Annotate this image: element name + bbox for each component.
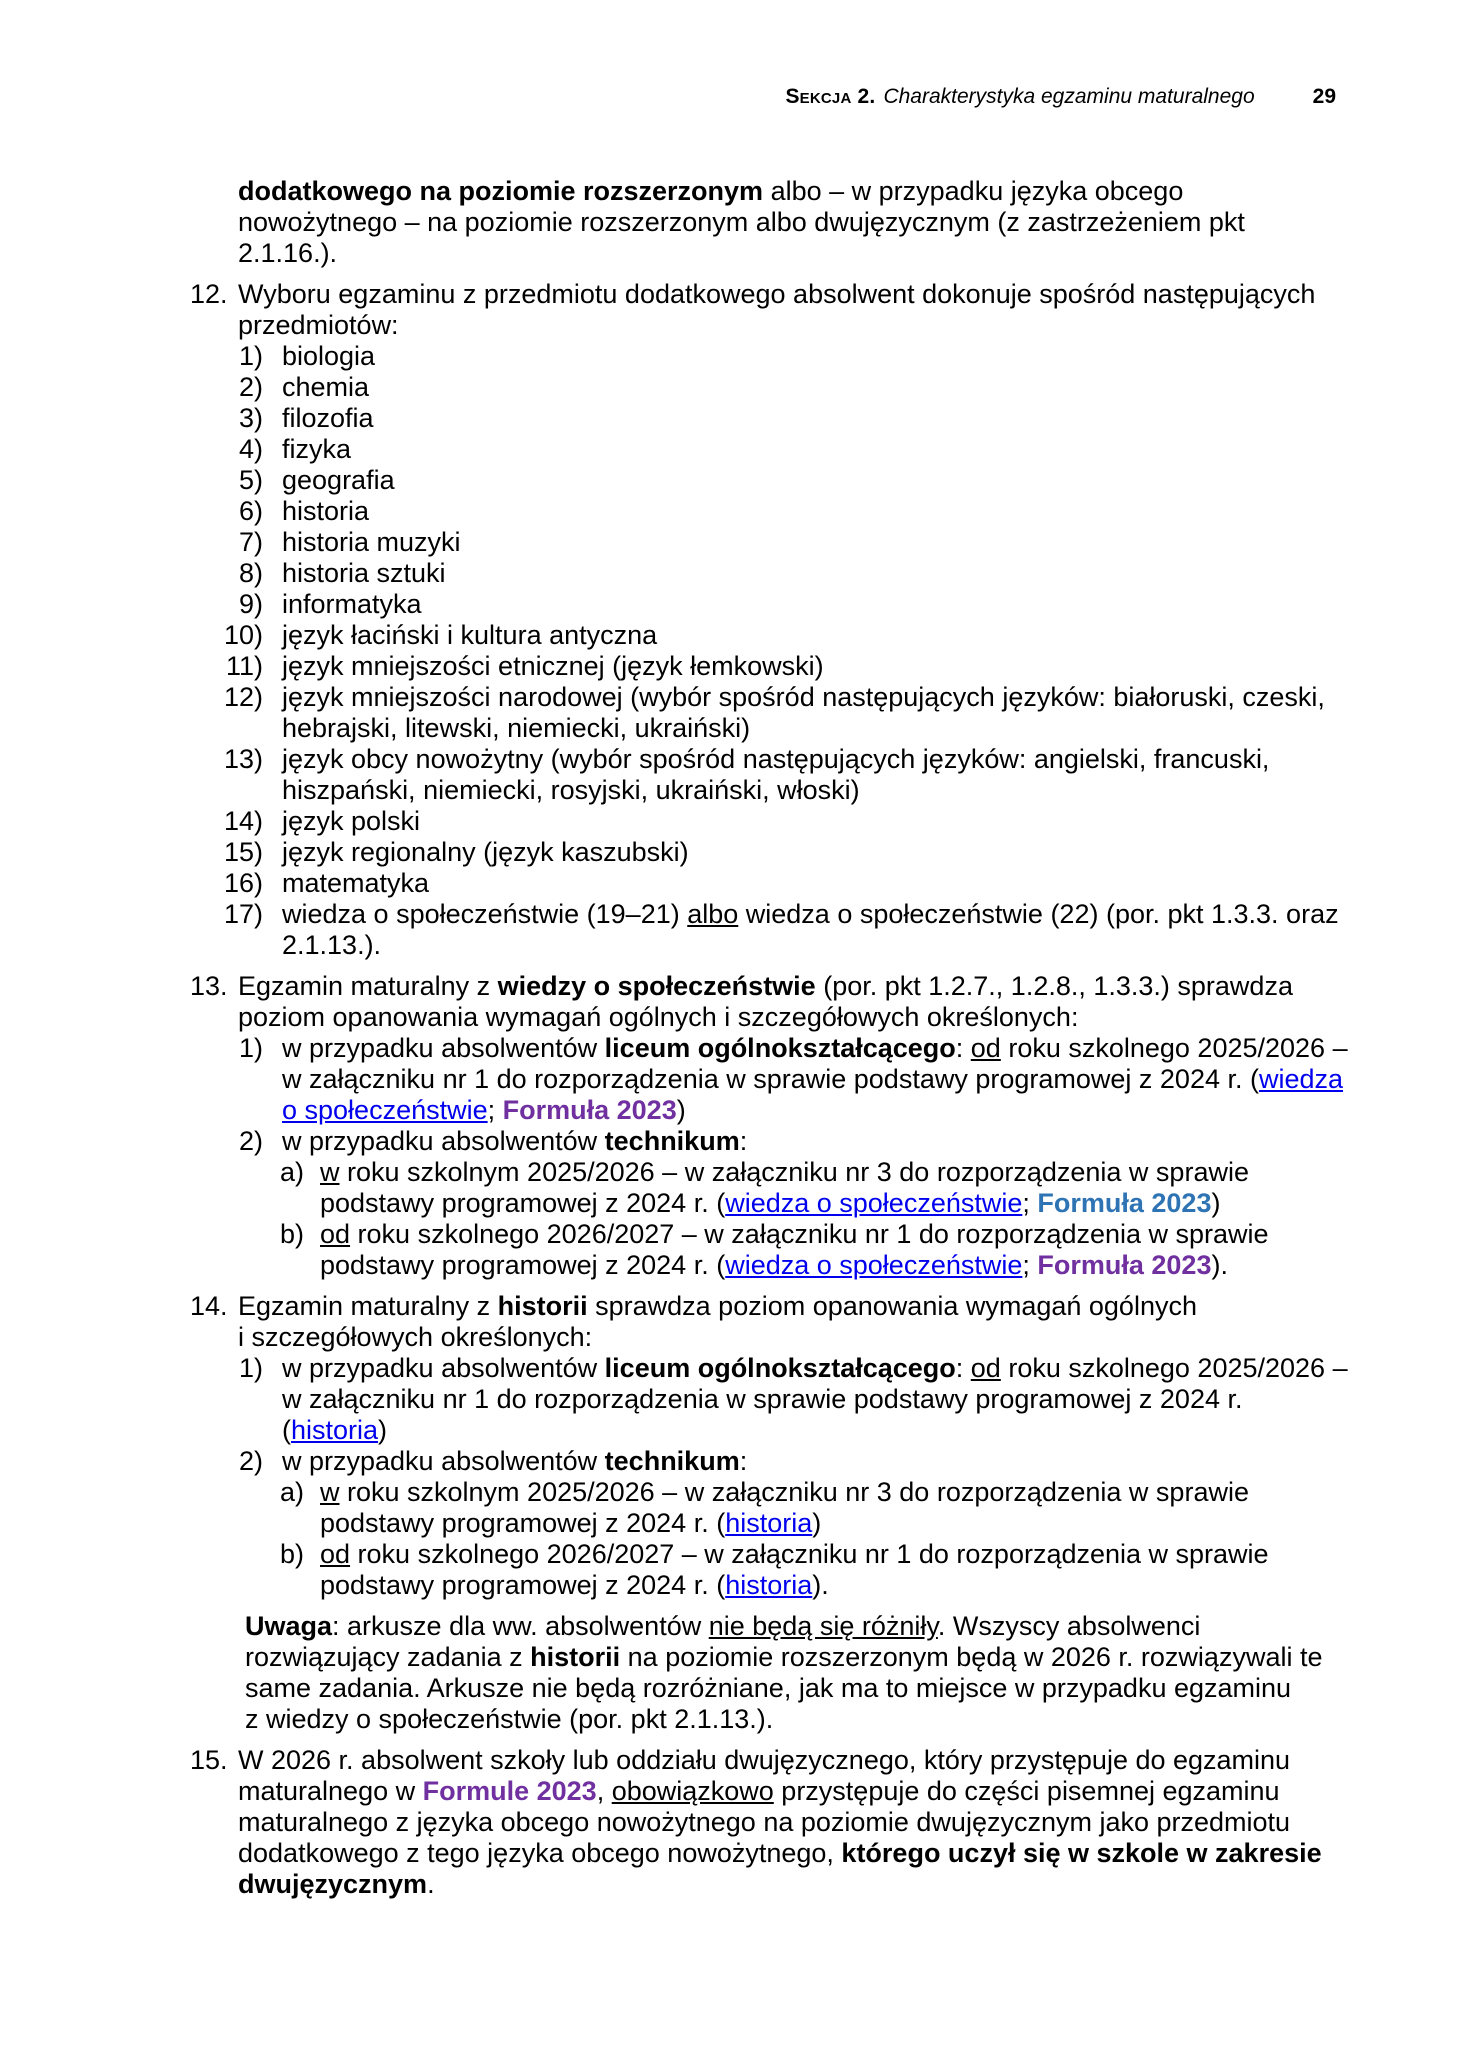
list-item	[217, 496, 1460, 527]
body-paragraph	[238, 176, 1460, 269]
item-text	[320, 1219, 1400, 1281]
formula-2023-label: Formuła 2023	[502, 1095, 677, 1125]
text-segment: hiszpański, niemiecki, rosyjski, ukraiński, włoski)	[282, 775, 860, 805]
text-segment: roku szkolnym 2025/2026 – w załączniku nr 3 do rozporządzenia w sprawie	[339, 1477, 1249, 1507]
text-segment: język polski	[282, 806, 421, 836]
text-segment: Egzamin maturalny z	[238, 971, 498, 1001]
list-item	[217, 558, 1460, 589]
text-segment: w przypadku absolwentów	[282, 1033, 605, 1063]
text-segment: technikum	[604, 1446, 740, 1476]
item-text	[238, 1745, 1400, 1900]
list-item	[217, 1353, 1460, 1446]
list-marker: 5)	[238, 465, 263, 495]
list-marker: 2)	[238, 1446, 263, 1476]
list-marker: 14)	[223, 806, 263, 836]
list-item	[217, 341, 1460, 372]
text-segment: ;	[1022, 1250, 1038, 1280]
text-segment: biologia	[282, 341, 376, 371]
item-text	[282, 403, 1400, 434]
text-segment: wiedzy o społeczeństwie	[497, 971, 816, 1001]
list-marker: 1)	[238, 1353, 263, 1383]
list-marker: 2)	[238, 1126, 263, 1156]
list-marker: 1)	[238, 341, 263, 371]
text-segment: i szczegółowych określonych:	[238, 1322, 593, 1352]
item-text	[320, 1539, 1400, 1601]
text-segment: : arkusze dla ww. absolwentów	[332, 1611, 709, 1641]
text-segment: sprawdza poziom opanowania wymagań ogólnych	[587, 1291, 1197, 1321]
text-segment: technikum	[604, 1126, 740, 1156]
text-segment: liceum ogólnokształcącego	[604, 1353, 956, 1383]
text-segment: . Wszyscy absolwenci	[937, 1611, 1201, 1641]
text-segment: język regionalny (język kaszubski)	[282, 837, 689, 867]
text-segment: albo	[687, 899, 739, 929]
formula-2023-label: Formuła 2023	[1037, 1188, 1212, 1218]
formula-2023-label: Formuła 2023	[1037, 1250, 1212, 1280]
link-wiedza-o-spoleczenstwie[interactable]: wiedza	[1258, 1064, 1344, 1094]
text-segment: hebrajski, litewski, niemiecki, ukraiński)	[282, 713, 751, 743]
note-paragraph	[245, 1611, 1460, 1735]
text-segment: roku szkolnego 2026/2027 – w załączniku nr 1 do rozporządzenia w sprawie	[350, 1219, 1269, 1249]
text-segment: od	[970, 1033, 1001, 1063]
item-text	[282, 1353, 1400, 1446]
text-segment: w	[320, 1477, 340, 1507]
text-segment: Egzamin maturalny z	[238, 1291, 498, 1321]
list-item	[280, 1219, 1460, 1281]
list-item	[280, 1477, 1460, 1539]
text-segment: roku szkolnego 2025/2026 –	[1000, 1353, 1348, 1383]
text-segment: dwujęzycznym	[238, 1869, 428, 1899]
list-item	[190, 279, 1460, 341]
list-item	[217, 403, 1460, 434]
list-item	[217, 465, 1460, 496]
item-text	[282, 434, 1400, 465]
list-marker: 15.	[190, 1745, 228, 1775]
item-text	[282, 496, 1400, 527]
text-segment: podstawy programowej z 2024 r. (	[320, 1508, 726, 1538]
text-segment: historii	[530, 1642, 621, 1672]
text-segment: podstawy programowej z 2024 r. (	[320, 1250, 726, 1280]
text-segment: historia muzyki	[282, 527, 461, 557]
text-segment: Uwaga	[245, 1611, 333, 1641]
text-segment: język mniejszości narodowej (wybór spośród następujących języków: białoruski, czeski,	[282, 682, 1325, 712]
item-text	[282, 899, 1400, 961]
text-segment: Wyboru egzaminu z przedmiotu dodatkowego absolwent dokonuje spośród następujących	[238, 279, 1316, 309]
text-segment: :	[955, 1033, 971, 1063]
list-marker: 12.	[190, 279, 228, 309]
text-segment: w przypadku absolwentów	[282, 1446, 605, 1476]
link-historia[interactable]: historia	[291, 1415, 379, 1445]
list-item	[217, 372, 1460, 403]
link-historia[interactable]: historia	[725, 1570, 813, 1600]
text-segment: )	[676, 1095, 686, 1125]
link-wiedza-o-spoleczenstwie[interactable]: wiedza o społeczeństwie	[725, 1188, 1023, 1218]
text-segment: )	[378, 1415, 388, 1445]
item-text	[282, 589, 1400, 620]
list-item	[217, 868, 1460, 899]
text-segment: roku szkolnego 2025/2026 –	[1000, 1033, 1348, 1063]
text-segment: nowożytnego – na poziomie rozszerzonym albo dwujęzycznym (z zastrzeżeniem pkt	[238, 207, 1245, 237]
list-marker: 13.	[190, 971, 228, 1001]
list-marker: 7)	[238, 527, 263, 557]
text-segment: w przypadku absolwentów	[282, 1126, 605, 1156]
text-segment: obowiązkowo	[611, 1776, 774, 1806]
list-marker: 1)	[238, 1033, 263, 1063]
text-segment: od	[320, 1539, 351, 1569]
text-segment: geografia	[282, 465, 395, 495]
item-text	[282, 868, 1400, 899]
list-marker: 10)	[223, 620, 263, 650]
text-segment: wiedza o społeczeństwie (19–21)	[282, 899, 688, 929]
list-item	[217, 1126, 1460, 1157]
text-segment: na poziomie rozszerzonym będą w 2026 r. rozwiązywali te	[620, 1642, 1323, 1672]
list-marker: 17)	[223, 899, 263, 929]
item-text	[238, 279, 1400, 341]
list-marker: 14.	[190, 1291, 228, 1321]
item-text	[282, 341, 1400, 372]
text-segment: roku szkolnego 2026/2027 – w załączniku nr 1 do rozporządzenia w sprawie	[350, 1539, 1269, 1569]
text-segment: )	[1211, 1188, 1221, 1218]
section-label: Sekcja 2.	[785, 85, 876, 108]
text-segment: nie będą się różniły	[708, 1611, 938, 1641]
item-text	[282, 558, 1400, 589]
text-segment: ).	[812, 1570, 829, 1600]
list-marker: b)	[280, 1539, 305, 1569]
list-marker: 13)	[223, 744, 263, 774]
text-segment: historia	[282, 496, 370, 526]
list-marker: 11)	[225, 651, 263, 681]
list-item	[190, 1291, 1460, 1353]
text-segment: roku szkolnym 2025/2026 – w załączniku nr 3 do rozporządzenia w sprawie	[339, 1157, 1249, 1187]
text-segment: przystępuje do części pisemnej egzaminu	[773, 1776, 1280, 1806]
text-segment: z wiedzy o społeczeństwie (por. pkt 2.1.13.).	[245, 1704, 774, 1734]
text-segment: .	[427, 1869, 435, 1899]
list-marker: a)	[280, 1477, 305, 1507]
text-segment: (	[282, 1415, 291, 1445]
text-segment: matematyka	[282, 868, 430, 898]
list-marker: 12)	[223, 682, 263, 712]
list-marker: b)	[280, 1219, 305, 1249]
list-item	[217, 434, 1460, 465]
text-segment: 2.1.16.).	[238, 238, 338, 268]
text-segment: język obcy nowożytny (wybór spośród następujących języków: angielski, francuski,	[282, 744, 1270, 774]
document-body	[0, 176, 1460, 1900]
page-number: 29	[1312, 85, 1336, 108]
text-segment: poziom opanowania wymagań ogólnych i szczegółowych określonych:	[238, 1002, 1079, 1032]
text-segment: podstawy programowej z 2024 r. (	[320, 1188, 726, 1218]
text-segment: (por. pkt 1.2.7., 1.2.8., 1.3.3.) sprawdza	[815, 971, 1293, 1001]
list-item	[217, 744, 1460, 806]
list-marker: 16)	[223, 868, 263, 898]
link-wiedza-o-spoleczenstwie[interactable]: wiedza o społeczeństwie	[725, 1250, 1023, 1280]
list-marker: 4)	[238, 434, 263, 464]
item-text	[282, 1446, 1400, 1477]
text-segment: rozwiązujący zadania z	[245, 1642, 531, 1672]
text-segment: od	[970, 1353, 1001, 1383]
text-segment: :	[739, 1446, 748, 1476]
item-text	[282, 744, 1400, 806]
list-marker: a)	[280, 1157, 305, 1187]
text-segment: w załączniku nr 1 do rozporządzenia w sprawie podstawy programowej z 2024 r.	[282, 1384, 1243, 1414]
text-segment: ).	[1211, 1250, 1228, 1280]
list-item	[190, 971, 1460, 1033]
page-header	[785, 84, 1336, 109]
list-item	[280, 1157, 1460, 1219]
text-segment: ;	[1022, 1188, 1038, 1218]
text-segment: fizyka	[282, 434, 352, 464]
list-marker: 9)	[238, 589, 263, 619]
link-wiedza-o-spoleczenstwie[interactable]: o społeczeństwie	[282, 1095, 488, 1125]
list-item	[217, 1446, 1460, 1477]
item-text	[282, 837, 1400, 868]
list-item	[217, 899, 1460, 961]
list-item	[217, 1033, 1460, 1126]
item-text	[282, 620, 1400, 651]
item-text	[320, 1157, 1400, 1219]
list-item	[190, 1745, 1460, 1900]
item-text	[238, 176, 1245, 268]
item-text	[238, 971, 1400, 1033]
text-segment: dodatkowego na poziomie rozszerzonym	[238, 176, 764, 206]
text-segment: informatyka	[282, 589, 422, 619]
text-segment: historia sztuki	[282, 558, 446, 588]
text-segment: filozofia	[282, 403, 374, 433]
text-segment: język mniejszości etnicznej (język łemkowski)	[282, 651, 824, 681]
text-segment: ,	[596, 1776, 612, 1806]
list-item	[217, 806, 1460, 837]
list-marker: 6)	[238, 496, 263, 526]
link-historia[interactable]: historia	[725, 1508, 813, 1538]
list-marker: 15)	[223, 837, 263, 867]
item-text	[282, 651, 1400, 682]
item-text	[238, 1291, 1400, 1353]
item-text	[282, 1033, 1400, 1126]
list-item	[217, 682, 1460, 744]
text-segment: maturalnego w	[238, 1776, 423, 1806]
list-item	[217, 620, 1460, 651]
text-segment: w przypadku absolwentów	[282, 1353, 605, 1383]
text-segment: przedmiotów:	[238, 310, 399, 340]
list-item	[217, 589, 1460, 620]
text-segment: w załączniku nr 1 do rozporządzenia w sprawie podstawy programowej z 2024 r. (	[282, 1064, 1259, 1094]
text-segment: W 2026 r. absolwent szkoły lub oddziału dwujęzycznego, który przystępuje do egzaminu	[238, 1745, 1291, 1775]
item-text	[245, 1611, 1322, 1734]
text-segment: maturalnego z języka obcego nowożytnego na poziomie dwujęzycznym jako przedmiotu	[238, 1807, 1291, 1837]
text-segment: od	[320, 1219, 351, 1249]
text-segment: wiedza o społeczeństwie (22) (por. pkt 1.3.3. oraz	[738, 899, 1339, 929]
text-segment: którego uczył się w szkole w zakresie	[841, 1838, 1322, 1868]
text-segment: :	[739, 1126, 748, 1156]
formula-2023-label: Formule 2023	[422, 1776, 597, 1806]
list-item	[217, 837, 1460, 868]
text-segment: chemia	[282, 372, 370, 402]
text-segment: język łaciński i kultura antyczna	[282, 620, 658, 650]
list-marker: 2)	[238, 372, 263, 402]
item-text	[320, 1477, 1400, 1539]
text-segment: dodatkowego z tego języka obcego nowożytnego,	[238, 1838, 842, 1868]
item-text	[282, 372, 1400, 403]
text-segment: :	[955, 1353, 971, 1383]
item-text	[282, 1126, 1400, 1157]
list-item	[217, 651, 1460, 682]
item-text	[282, 465, 1400, 496]
section-title: Charakterystyka egzaminu maturalnego	[883, 85, 1255, 108]
text-segment: w	[320, 1157, 340, 1187]
text-segment: albo – w przypadku języka obcego	[763, 176, 1184, 206]
list-item	[217, 527, 1460, 558]
item-text	[282, 806, 1400, 837]
text-segment: historii	[497, 1291, 588, 1321]
item-text	[282, 682, 1400, 744]
text-segment: )	[812, 1508, 822, 1538]
item-text	[282, 527, 1400, 558]
text-segment: ;	[487, 1095, 503, 1125]
text-segment: 2.1.13.).	[282, 930, 382, 960]
text-segment: same zadania. Arkusze nie będą rozróżniane, jak ma to miejsce w przypadku egzaminu	[245, 1673, 1292, 1703]
list-marker: 8)	[238, 558, 263, 588]
text-segment: podstawy programowej z 2024 r. (	[320, 1570, 726, 1600]
list-item	[280, 1539, 1460, 1601]
text-segment: liceum ogólnokształcącego	[604, 1033, 956, 1063]
list-marker: 3)	[238, 403, 263, 433]
